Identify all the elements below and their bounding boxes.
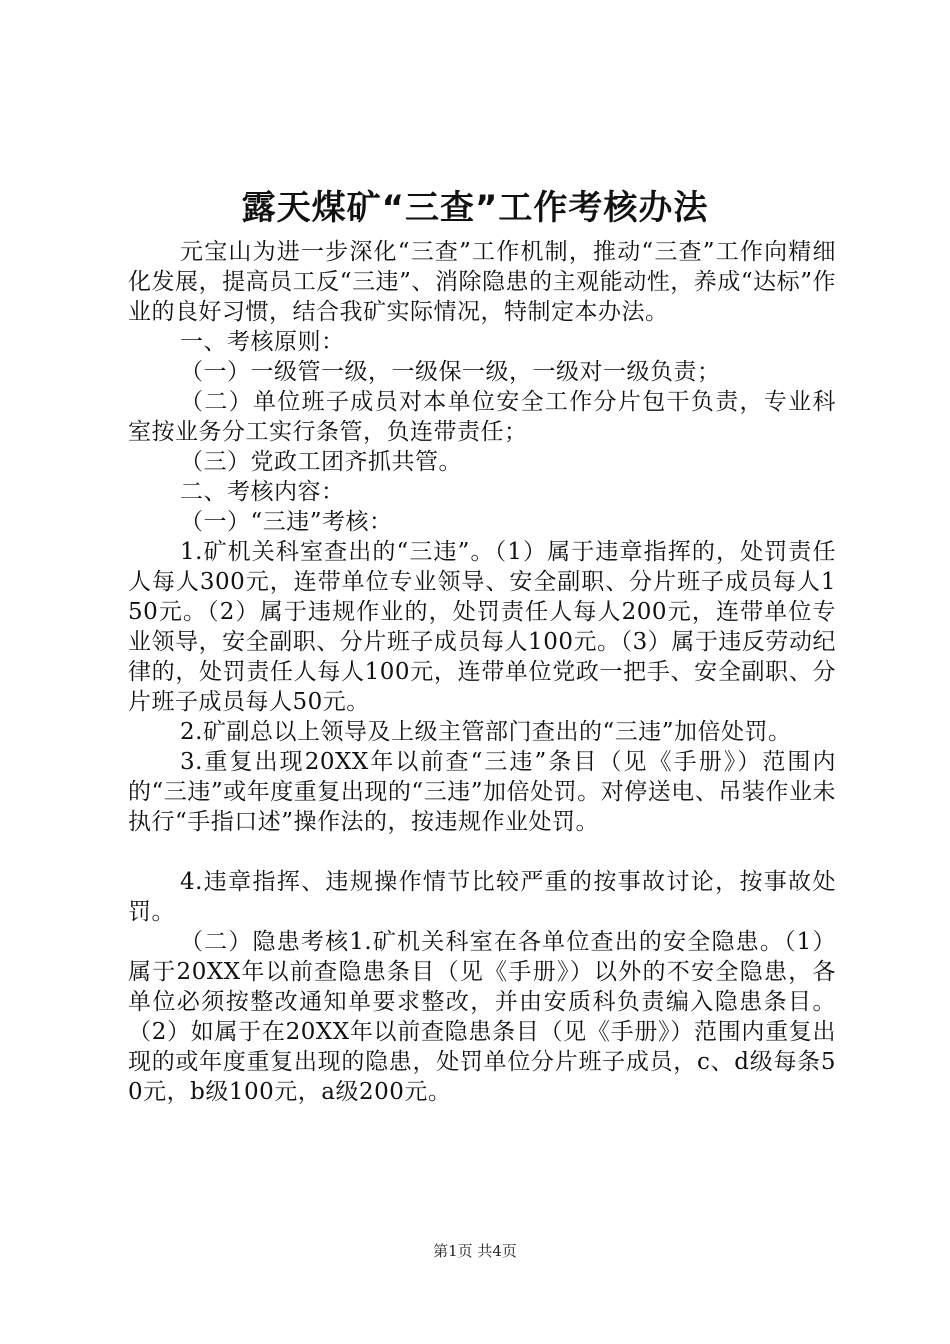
document-body xyxy=(128,237,836,1107)
violation-rule-1: 1.矿机关科室查出的“三违”。（1）属于违章指挥的，处罚责任人每人300元，连带单位专业领导、安全副职、分片班子成员每人150元。（2）属于违规作业的，处罚责任人每人200元，连带单位专业领导，安全副职、分片班子成员每人100元。（3）属于违反劳动纪律的，处罚责任人每人100元，连带单位党政一把手、安全副职、分片班子成员每人50元。 xyxy=(128,539,836,715)
violation-rule-4: 4.违章指挥、违规操作情节比较严重的按事故讨论，按事故处罚。 xyxy=(128,869,836,925)
subsection-heading-violations: （一）“三违”考核： xyxy=(180,509,393,535)
principle-item-2: （二）单位班子成员对本单位安全工作分片包干负责，专业科室按业务分工实行条管，负连带责任； xyxy=(128,389,836,445)
page-footer: 第1页 共4页 xyxy=(433,1242,517,1260)
section-heading-content: 二、考核内容： xyxy=(180,479,345,505)
principle-item-3: （三）党政工团齐抓共管。 xyxy=(180,449,462,475)
document-title: 露天煤矿“三查”工作考核办法 xyxy=(241,188,709,228)
section-heading-principles: 一、考核原则： xyxy=(180,329,345,355)
paragraph-gap xyxy=(128,837,836,867)
intro-paragraph: 元宝山为进一步深化“三查”工作机制，推动“三查”工作向精细化发展，提高员工反“三违”、消除隐患的主观能动性，养成“达标”作业的良好习惯，结合我矿实际情况，特制定本办法。 xyxy=(128,239,836,325)
hazard-assessment-paragraph: （二）隐患考核1.矿机关科室在各单位查出的安全隐患。（1）属于20XX年以前查隐患条目（见《手册》）以外的不安全隐患，各单位必须按整改通知单要求整改，并由安质科负责编入隐患条目。（2）如属于在20XX年以前查隐患条目（见《手册》）范围内重复出现的或年度重复出现的隐患，处罚单位分片班子成员，c、d级每条50元，b级100元，a级200元。 xyxy=(128,929,836,1105)
violation-rule-2: 2.矿副总以上领导及上级主管部门查出的“三违”加倍处罚。 xyxy=(180,719,792,745)
principle-item-1: （一）一级管一级，一级保一级，一级对一级负责； xyxy=(180,359,721,385)
violation-rule-3: 3.重复出现20XX年以前查“三违”条目（见《手册》）范围内的“三违”或年度重复出现的“三违”加倍处罚。对停送电、吊装作业未执行“手指口述”操作法的，按违规作业处罚。 xyxy=(128,749,836,835)
